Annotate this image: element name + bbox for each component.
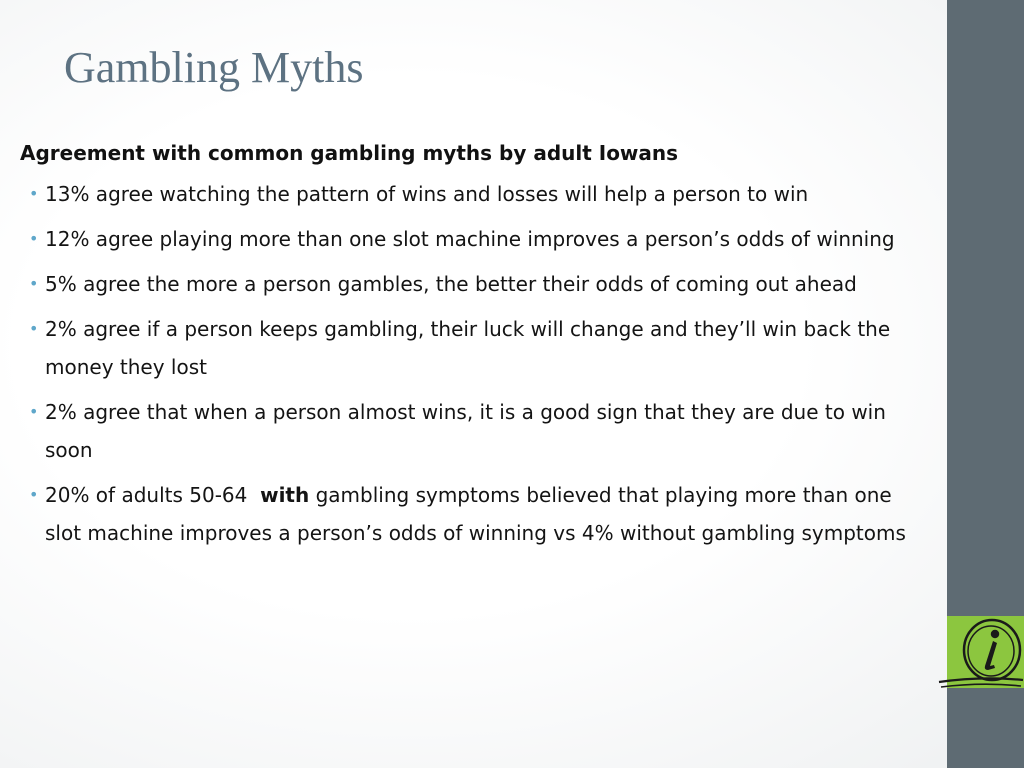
bullet-dot: •	[29, 485, 39, 504]
bullet-text: 12% agree playing more than one slot machine improves a person’s odds of winning	[45, 227, 895, 251]
bullet-dot: •	[29, 319, 39, 338]
bullet-text-after: gambling symptoms believed that playing more than one slot machine improves a person’s odds of winning vs 4% without gambling symptoms	[45, 483, 906, 545]
bullet-text: 2% agree if a person keeps gambling, their luck will change and they’ll win back the money they lost	[45, 317, 891, 379]
bullet-item	[20, 393, 932, 469]
bullet-list	[20, 175, 932, 552]
info-icon	[937, 610, 1024, 694]
bullet-text: 2% agree that when a person almost wins, it is a good sign that they are due to win soon	[45, 400, 886, 462]
bullet-item	[20, 175, 932, 213]
bullet-item	[20, 476, 932, 552]
bullet-text-before: 20% of adults 50-64	[45, 483, 248, 507]
bullet-item	[20, 265, 932, 303]
content-heading: Agreement with common gambling myths by adult Iowans	[20, 141, 679, 165]
bullet-text: 13% agree watching the pattern of wins and losses will help a person to win	[45, 182, 809, 206]
bullet-dot: •	[29, 274, 39, 293]
bullet-dot: •	[29, 402, 39, 421]
bullet-item	[20, 220, 932, 258]
bullet-dot: •	[29, 229, 39, 248]
bullet-text: 5% agree the more a person gambles, the better their odds of coming out ahead	[45, 272, 857, 296]
bullet-dot: •	[29, 184, 39, 203]
slide-title: Gambling Myths	[64, 43, 364, 92]
bullet-text-bold: with	[260, 483, 310, 507]
slide-content	[20, 137, 932, 559]
info-badge[interactable]	[947, 616, 1024, 688]
bullet-item	[20, 310, 932, 386]
